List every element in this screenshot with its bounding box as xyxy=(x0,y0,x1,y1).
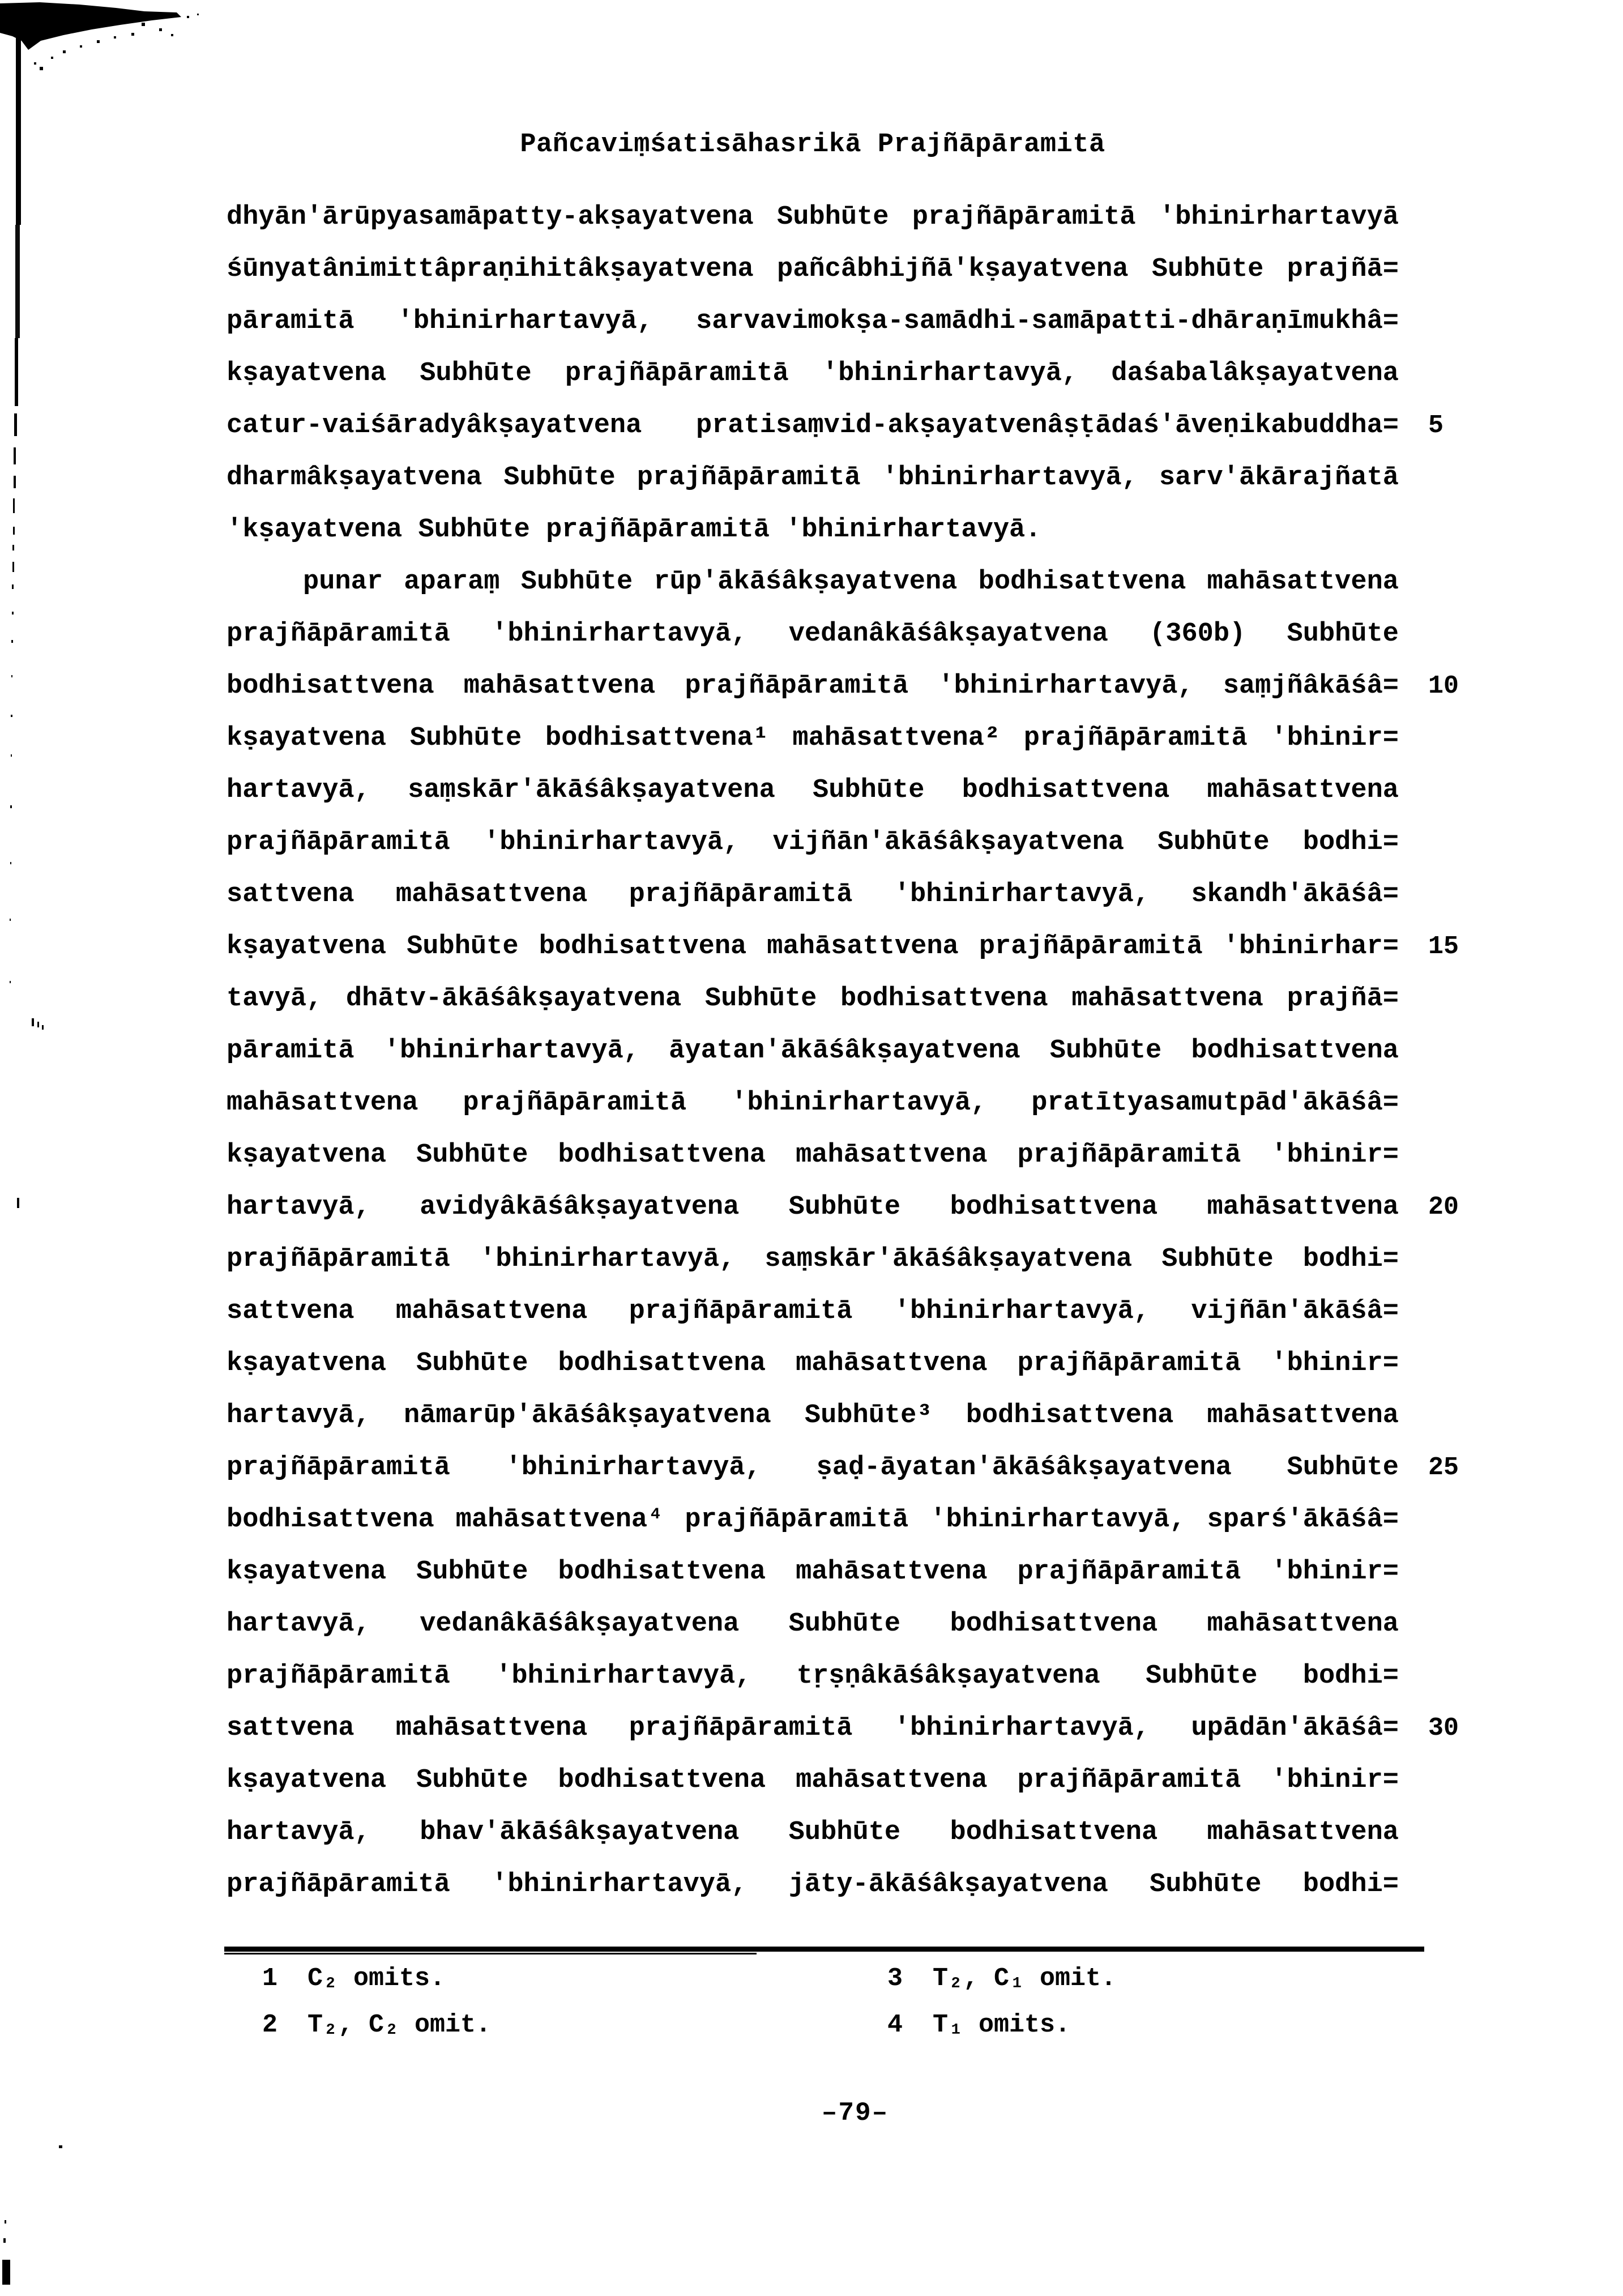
footnote-text: C₂ omits. xyxy=(307,1964,446,1993)
page-number: –79– xyxy=(821,2098,889,2128)
text-line xyxy=(227,1650,1399,1702)
text-line xyxy=(227,296,1399,348)
text-line xyxy=(227,1077,1399,1129)
text-line-content: bodhisattvena mahāsattvena prajñāpāramitā 'bhinirhartavyā, saṃjñâkāśâ= xyxy=(227,671,1399,701)
text-line-content: catur-vaiśāradyâkṣayatvena pratisaṃvid-akṣayatvenâṣṭādaś'āveṇikabuddha= xyxy=(227,411,1399,441)
text-line xyxy=(227,712,1399,765)
text-line-content: hartavyā, bhav'ākāśâkṣayatvena Subhūte bodhisattvena mahāsattvena xyxy=(227,1817,1399,1847)
text-line xyxy=(227,1338,1399,1390)
text-line-content: kṣayatvena Subhūte bodhisattvena mahāsattvena prajñāpāramitā 'bhinir= xyxy=(227,1348,1399,1379)
footnote-number: 2 xyxy=(262,2011,278,2039)
text-line-content: hartavyā, saṃskār'ākāśâkṣayatvena Subhūte bodhisattvena mahāsattvena xyxy=(227,775,1399,805)
text-line xyxy=(227,1598,1399,1650)
text-line xyxy=(227,817,1399,869)
text-line-content: kṣayatvena Subhūte prajñāpāramitā 'bhinirhartavyā, daśabalâkṣayatvena xyxy=(227,359,1399,389)
page-title: Pañcaviṃśatisāhasrikā Prajñāpāramitā xyxy=(520,130,1105,160)
margin-line-number: 30 xyxy=(1428,1714,1459,1743)
text-line xyxy=(227,400,1444,452)
text-line-content: kṣayatvena Subhūte bodhisattvena mahāsattvena prajñāpāramitā 'bhinir= xyxy=(227,1557,1399,1587)
text-line-content: mahāsattvena prajñāpāramitā 'bhinirhartavyā, pratītyasamutpād'ākāśâ= xyxy=(227,1088,1399,1118)
text-line-content: dhyān'ārūpyasamāpatty-akṣayatvena Subhūte prajñāpāramitā 'bhinirhartavyā xyxy=(227,202,1399,232)
text-line xyxy=(227,1286,1399,1338)
text-line-content: prajñāpāramitā 'bhinirhartavyā, vijñān'ākāśâkṣayatvena Subhūte bodhi= xyxy=(227,827,1399,857)
footnote-rule xyxy=(224,1947,1424,1952)
text-line-content: pāramitā 'bhinirhartavyā, sarvavimokṣa-samādhi-samāpatti-dhāraṇīmukhâ= xyxy=(227,306,1399,336)
scan-artifact xyxy=(0,0,204,2296)
footnote-1 xyxy=(262,1964,445,1994)
text-line xyxy=(227,1234,1399,1286)
text-line-content: dharmâkṣayatvena Subhūte prajñāpāramitā 'bhinirhartavyā, sarv'ākārajñatā xyxy=(227,463,1399,493)
text-line-content: kṣayatvena Subhūte bodhisattvena¹ mahāsattvena² prajñāpāramitā 'bhinir= xyxy=(227,723,1399,753)
text-line-content: hartavyā, nāmarūp'ākāśâkṣayatvena Subhūte³ bodhisattvena mahāsattvena xyxy=(227,1401,1399,1431)
text-line xyxy=(227,1755,1399,1807)
text-line xyxy=(227,452,1399,504)
text-line-content: prajñāpāramitā 'bhinirhartavyā, vedanâkāśâkṣayatvena (360b) Subhūte xyxy=(227,619,1399,649)
margin-line-number: 10 xyxy=(1428,672,1459,701)
margin-line-number: 15 xyxy=(1428,932,1459,961)
text-line xyxy=(227,765,1399,817)
body-text xyxy=(227,191,1459,1911)
text-line-content: hartavyā, avidyâkāśâkṣayatvena Subhūte bodhisattvena mahāsattvena xyxy=(227,1192,1399,1222)
text-line-content: prajñāpāramitā 'bhinirhartavyā, saṃskār'ākāśâkṣayatvena Subhūte bodhi= xyxy=(227,1244,1399,1274)
text-line xyxy=(227,244,1399,296)
text-line xyxy=(227,1546,1399,1598)
text-line-content: sattvena mahāsattvena prajñāpāramitā 'bhinirhartavyā, vijñān'ākāśâ= xyxy=(227,1296,1399,1326)
margin-line-number: 20 xyxy=(1428,1193,1459,1222)
text-line xyxy=(227,504,1399,556)
text-line xyxy=(227,1859,1399,1911)
text-line-content: hartavyā, vedanâkāśâkṣayatvena Subhūte bodhisattvena mahāsattvena xyxy=(227,1609,1399,1639)
text-line xyxy=(227,1025,1399,1077)
text-line xyxy=(227,1390,1399,1442)
text-line xyxy=(227,608,1399,660)
footnote-text: T₂, C₁ omit. xyxy=(933,1964,1117,1993)
text-line xyxy=(227,1442,1459,1494)
text-line xyxy=(227,973,1399,1025)
text-line-content: prajñāpāramitā 'bhinirhartavyā, ṣaḍ-āyatan'ākāśâkṣayatvena Subhūte xyxy=(227,1453,1399,1483)
text-line-content: kṣayatvena Subhūte bodhisattvena mahāsattvena prajñāpāramitā 'bhinir= xyxy=(227,1765,1399,1795)
footnote-text: T₁ omits. xyxy=(933,2011,1071,2039)
text-line-content: kṣayatvena Subhūte bodhisattvena mahāsattvena prajñāpāramitā 'bhinir= xyxy=(227,1140,1399,1170)
footnote-number: 4 xyxy=(887,2011,903,2039)
footnote-2 xyxy=(262,2011,491,2040)
margin-line-number: 25 xyxy=(1428,1453,1459,1482)
text-line xyxy=(227,1181,1459,1234)
text-line xyxy=(227,1129,1399,1181)
footnote-text: T₂, C₂ omit. xyxy=(307,2011,492,2039)
text-line xyxy=(227,1494,1399,1546)
margin-line-number: 5 xyxy=(1428,411,1444,440)
text-line-content: 'kṣayatvena Subhūte prajñāpāramitā 'bhinirhartavyā. xyxy=(227,515,1041,545)
text-line xyxy=(227,556,1399,608)
footnote-number: 1 xyxy=(262,1964,278,1993)
text-line xyxy=(227,869,1399,921)
footnote-number: 3 xyxy=(887,1964,903,1993)
text-line xyxy=(227,1807,1399,1859)
text-line-content: śūnyatânimittâpraṇihitâkṣayatvena pañcâbhijñā'kṣayatvena Subhūte prajñā= xyxy=(227,254,1399,284)
text-line-content: prajñāpāramitā 'bhinirhartavyā, tṛṣṇâkāśâkṣayatvena Subhūte bodhi= xyxy=(227,1661,1399,1691)
text-line-content: tavyā, dhātv-ākāśâkṣayatvena Subhūte bodhisattvena mahāsattvena prajñā= xyxy=(227,984,1399,1014)
text-line-content: kṣayatvena Subhūte bodhisattvena mahāsattvena prajñāpāramitā 'bhinirhar= xyxy=(227,932,1399,962)
text-line xyxy=(227,191,1399,244)
text-line-content: pāramitā 'bhinirhartavyā, āyatan'ākāśâkṣayatvena Subhūte bodhisattvena xyxy=(227,1036,1399,1066)
footnote-rule-shadow xyxy=(224,1953,757,1954)
text-line-content: bodhisattvena mahāsattvena⁴ prajñāpāramitā 'bhinirhartavyā, sparś'ākāśâ= xyxy=(227,1505,1399,1535)
text-line-content: sattvena mahāsattvena prajñāpāramitā 'bhinirhartavyā, skandh'ākāśâ= xyxy=(227,880,1399,910)
text-line xyxy=(227,1702,1459,1755)
text-line xyxy=(227,660,1459,712)
text-line xyxy=(227,921,1459,973)
text-line-content: sattvena mahāsattvena prajñāpāramitā 'bhinirhartavyā, upādān'ākāśâ= xyxy=(227,1713,1399,1743)
footnote-4 xyxy=(887,2011,1070,2040)
text-line xyxy=(227,348,1399,400)
footnote-3 xyxy=(887,1964,1116,1994)
text-line-content: punar aparaṃ Subhūte rūp'ākāśâkṣayatvena bodhisattvena mahāsattvena xyxy=(303,567,1399,597)
text-line-content: prajñāpāramitā 'bhinirhartavyā, jāty-ākāśâkṣayatvena Subhūte bodhi= xyxy=(227,1870,1399,1900)
